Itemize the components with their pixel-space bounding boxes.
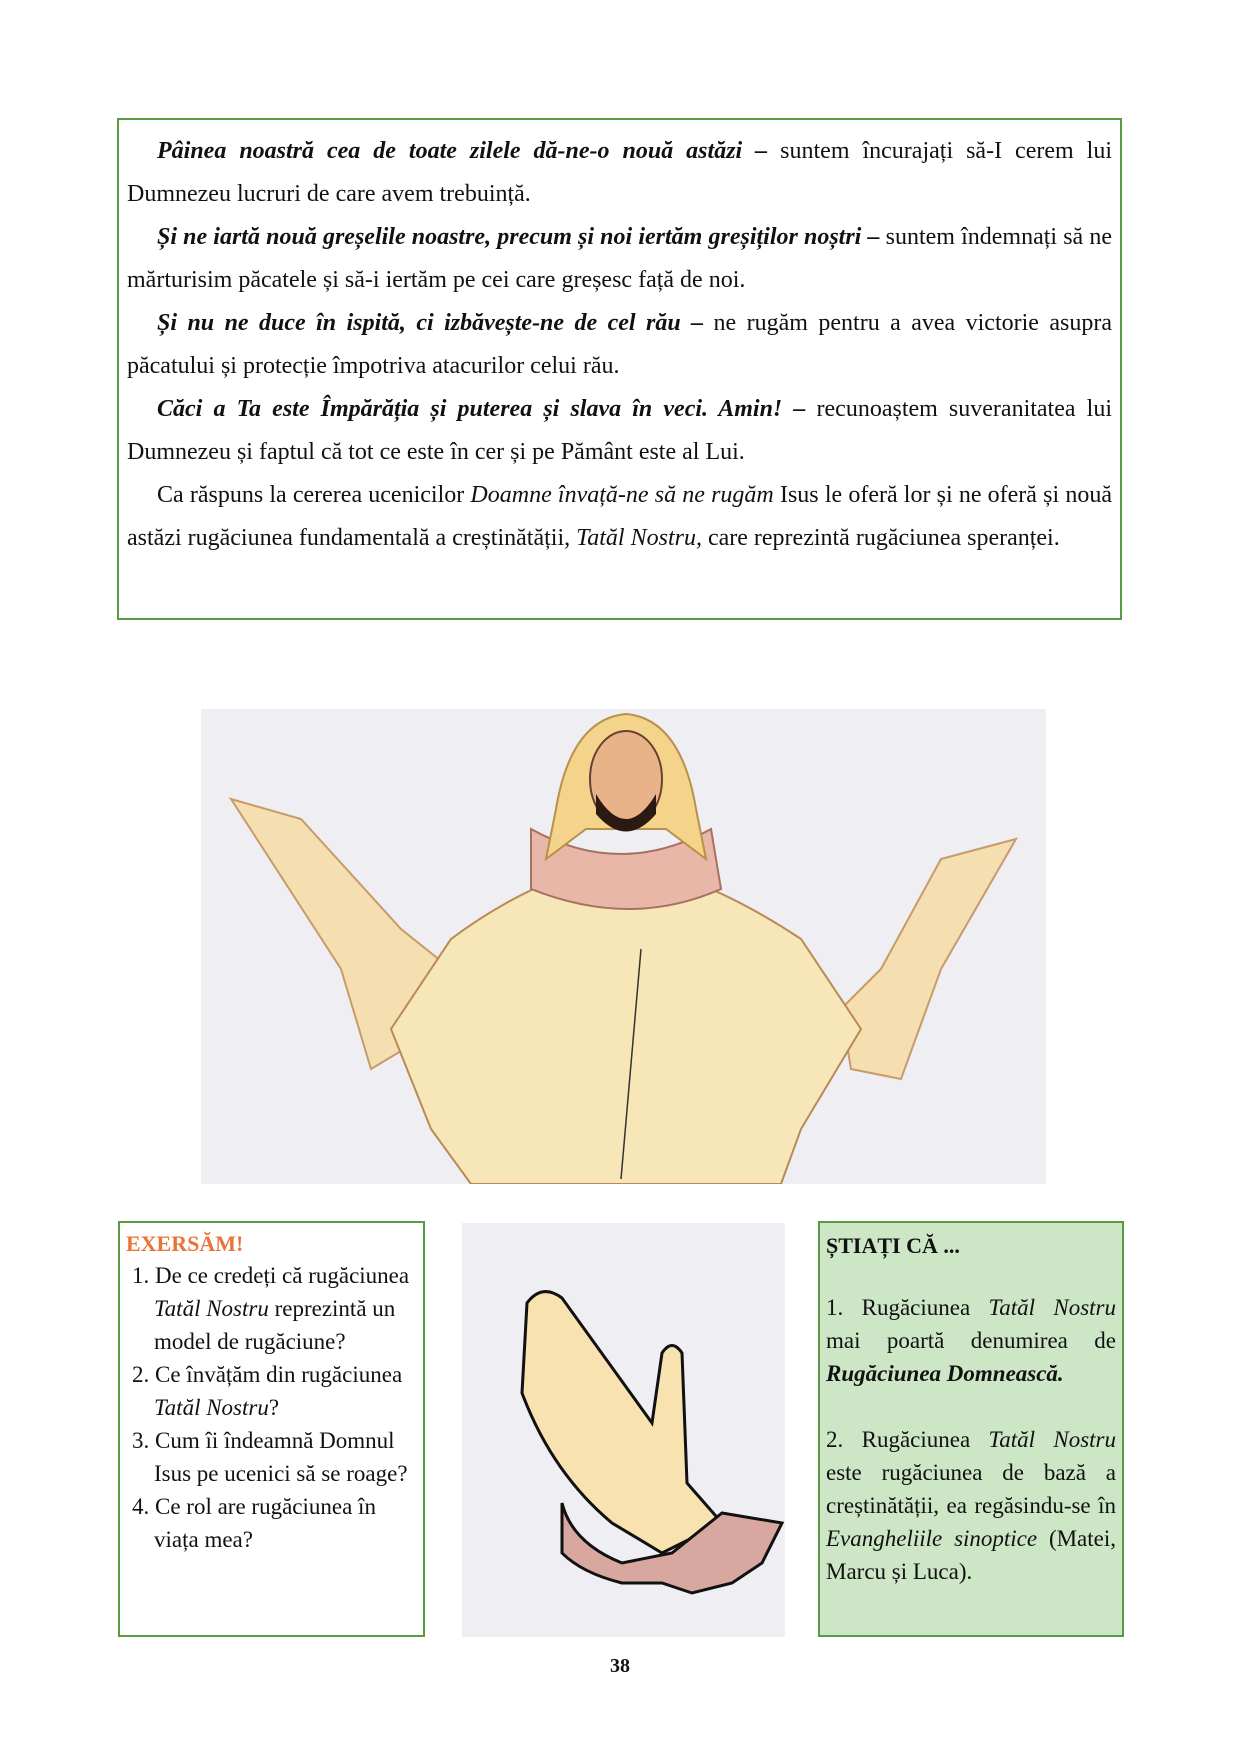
- jesus-praying-illustration: [201, 709, 1046, 1184]
- info-title: ȘTIAȚI CĂ ...: [826, 1233, 960, 1258]
- list-item: 1. De ce credeți că rugăciunea Tatăl Nostru reprezintă un model de rugăciune?: [132, 1263, 410, 1354]
- exercise-box: [118, 1221, 425, 1637]
- exercise-title: EXERSĂM!: [126, 1231, 244, 1256]
- praying-hands-illustration: [462, 1223, 785, 1637]
- closing-paragraph: Ca răspuns la cererea ucenicilor Doamne învață-ne să ne rugăm Isus le oferă lor și ne oferă și nouă astăzi rugăciunea fundamentală a creștinătății, Tatăl Nostru, care reprezintă rugăciunea speranței.: [127, 482, 1112, 551]
- prayer-explanation-box: [117, 118, 1122, 620]
- list-item: 2. Ce învățăm din rugăciunea Tatăl Nostru?: [132, 1362, 403, 1420]
- list-item: 4. Ce rol are rugăciunea în viața mea?: [132, 1494, 376, 1552]
- info-paragraph: 1. Rugăciunea Tatăl Nostru mai poartă denumirea de Rugăciunea Domnească.: [826, 1295, 1116, 1386]
- exercise-list: [126, 1259, 417, 1556]
- paragraph: Și ne iartă nouă greșelile noastre, precum și noi iertăm greșiților noștri – suntem îndemnați să ne mărturisim păcatele și să-i iertăm pe cei care greșesc față de noi.: [127, 224, 1113, 293]
- paragraph: Pâinea noastră cea de toate zilele dă-ne-o nouă astăzi – suntem încurajați să-I cerem lui Dumnezeu lucruri de care avem trebuință.: [127, 138, 1112, 207]
- page-number: 38: [610, 1655, 630, 1677]
- info-paragraph: 2. Rugăciunea Tatăl Nostru este rugăciunea de bază a creștinătății, ea regăsindu-se în Evangheliile sinoptice (Matei, Marcu și Luca).: [826, 1427, 1116, 1584]
- did-you-know-box: [818, 1221, 1124, 1637]
- paragraph: Și nu ne duce în ispită, ci izbăvește-ne de cel rău – ne rugăm pentru a avea victorie asupra păcatului și protecție împotriva atacurilor celui rău.: [127, 310, 1112, 379]
- list-item: 3. Cum îi îndeamnă Domnul Isus pe ucenici să se roage?: [132, 1428, 408, 1486]
- paragraph: Căci a Ta este Împărăția și puterea și slava în veci. Amin! – recunoaștem suveranitatea lui Dumnezeu și faptul că tot ce este în cer și pe Pământ este al Lui.: [127, 396, 1112, 465]
